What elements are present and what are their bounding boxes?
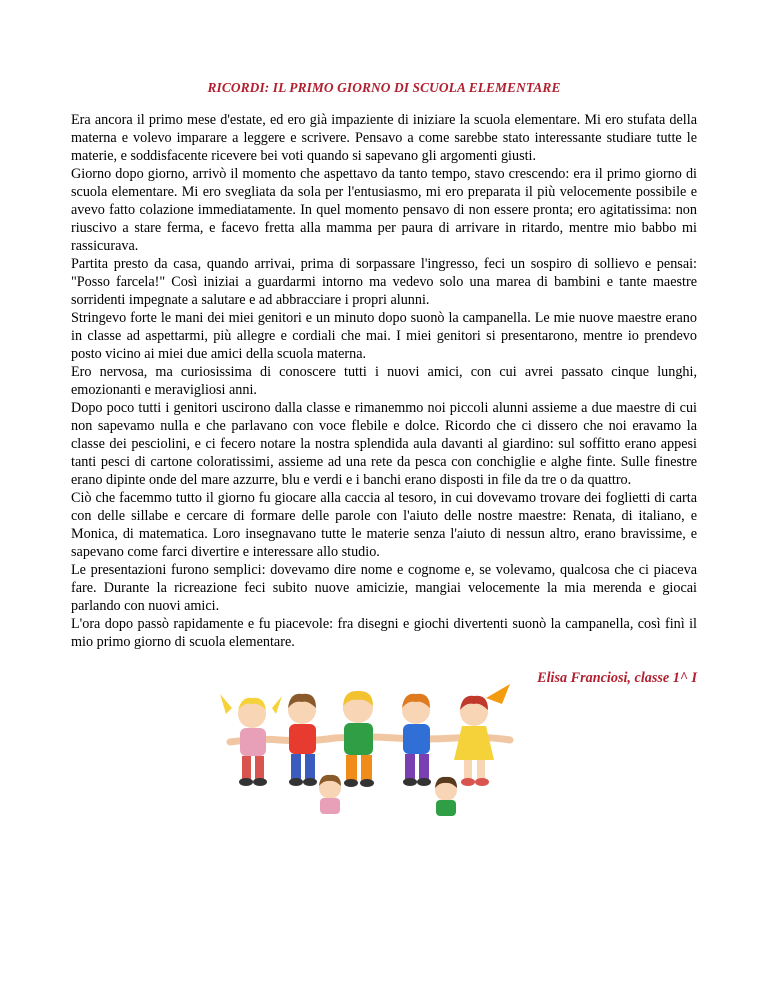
- document-title: RICORDI: IL PRIMO GIORNO DI SCUOLA ELEMENTARE: [207, 80, 561, 95]
- document-body: [71, 111, 697, 651]
- document-page: [71, 0, 697, 687]
- paragraph: Era ancora il primo mese d'estate, ed ero già impaziente di iniziare la scuola elementare. Mi ero stufata della materna e volevo imparare a leggere e scrivere. Pensavo a come sarebbe stato interessante studiare tutte le materie, e soddisfacente ricevere bei voti quando si sapevano gli argomenti giusti.: [71, 112, 697, 164]
- child-figure: [288, 694, 317, 786]
- paragraph: Stringevo forte le mani dei miei genitori e un minuto dopo suonò la campanella. Le mie nuove maestre erano in classe ad aspettarmi, più allegre e cordiali che mai. I miei genitori si presentarono, mentre io prendevo posto vicino ai miei due amici della scuola materna.: [71, 310, 697, 362]
- author-signature: Elisa Franciosi, classe 1^ I: [537, 670, 697, 686]
- paragraph: Ero nervosa, ma curiosissima di conoscere tutti i nuovi amici, con cui avrei passato cinque lunghi, emozionanti e meravigliosi anni.: [71, 364, 697, 398]
- paragraph: Giorno dopo giorno, arrivò il momento che aspettavo da tanto tempo, stavo crescendo: era il primo giorno di scuola elementare. Mi ero svegliata da sola per l'entusiasmo, mi ero preparata il più velocemente possibile e avevo fatto colazione immediatamente. In quel momento pensavo di non essere pronta; ero agitatissima: non riuscivo a stare ferma, e facevo fretta alla mamma per paura di arrivare in ritardo, mentre mio babbo mi rassicurava.: [71, 166, 697, 254]
- paragraph: Ciò che facemmo tutto il giorno fu giocare alla caccia al tesoro, in cui dovevamo trovare dei foglietti di carta con delle sillabe e cercare di formare delle parole con l'aiuto delle nostre maestre: Renata, di italiano, e Monica, di matematica. Loro insegnavano tutte le materie senza l'aiuto di nessun altro, erano bravissime, e sapevano come farci divertire e interessare allo studio.: [71, 490, 697, 560]
- children-holding-hands-icon: [210, 680, 550, 820]
- child-figure: [343, 691, 374, 787]
- child-figure: [435, 777, 457, 816]
- child-figure: [402, 694, 431, 786]
- child-figure: [319, 775, 341, 814]
- paragraph: Dopo poco tutti i genitori uscirono dalla classe e rimanemmo noi piccoli alunni assieme a due maestre di cui non sapevamo nulla e che parlavano con voce flebile e dolce. Ricordo che ci dissero che noi eravamo la classe dei pesciolini, e ci fecero notare la nostra splendida aula davanti al giardino: sul soffitto erano appesi tanti pesci di cartone coloratissimi, assieme ad una rete da pesca con conchiglie e alghe finte. Sulle finestre erano dipinte onde del mare azzurre, blu e verdi e i banchi erano disposti in file da tre o da quattro.: [71, 400, 697, 488]
- paragraph: Partita presto da casa, quando arrivai, prima di sorpassare l'ingresso, feci un sospiro di sollievo e pensai: "Posso farcela!" Così iniziai a guardarmi intorno ma vedevo solo una marea di bambini e tante maestre sorridenti impegnate a salutare e ad abbracciare i propri alunni.: [71, 256, 697, 308]
- child-figure: [454, 684, 510, 786]
- paragraph: Le presentazioni furono semplici: dovevamo dire nome e cognome e, se volevamo, qualcosa che ci piaceva fare. Durante la ricreazione feci subito nuove amicizie, mangiai velocemente la mia merenda e giocai parlando con nuovi amici.: [71, 562, 697, 614]
- paragraph: L'ora dopo passò rapidamente e fu piacevole: fra disegni e giochi divertenti suonò la campanella, così finì il mio primo giorno di scuola elementare.: [71, 616, 697, 650]
